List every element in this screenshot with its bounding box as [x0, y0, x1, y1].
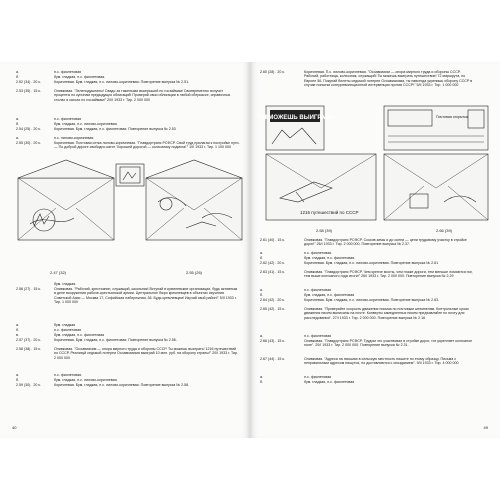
entry-text: Коричневая. Бум. гладкая, п.с. лилово-коричневая. Повторение выпуска № 2.58.	[54, 383, 190, 387]
right-page	[250, 62, 500, 438]
entry-text: п.с. фиолетовая	[304, 288, 332, 292]
entry-number: а.	[16, 136, 19, 140]
entry-number: 2.61 (40) . 15 к.	[260, 238, 285, 242]
entry-number: б.	[260, 256, 264, 260]
entry-text: п.с. фиолетовая	[304, 375, 332, 379]
entry-number: 2.56 (27) . 15 к.	[16, 287, 41, 291]
entry-number: б.	[16, 75, 20, 79]
entry-number: 2.57 (37) . 20 к.	[16, 338, 41, 342]
envelope-card	[384, 106, 488, 220]
right-page-body	[257, 70, 490, 430]
entry-number: в.	[16, 333, 19, 337]
figure-caption: 2.55 (26)	[186, 270, 203, 275]
entry-text: п.с. фиолетовая	[54, 70, 82, 74]
entry-text: п.с. фиолетовая.	[54, 373, 83, 377]
entry-text: п.с. лилово-коричневая	[54, 136, 94, 140]
entry-text: Коричневая. Бум. гладкая, п.с. фиолетовая. Повторение выпуска № 2.53	[54, 127, 176, 131]
entry-number: а.	[16, 70, 19, 74]
entry-text: Оливковая. "Главдортранс РСФСР. Скосив зимы и до осени — цени трудовому участку в стройке дорог!" 26/I 1933 г. Тир. 2 000 000. Повторение выпуска № 2.37.	[304, 238, 467, 247]
entry-text: п.с. фиолетовая.	[304, 251, 333, 255]
entry-text: Оливковая. "Зеленодушнины! Свадо за тяжелыми выигрышей по госзаймам! Своевременно получит проценты по купонам предыдущих облигаций! Проверяй свои облигации в любой сберкассе, справочных столах и кассах по госзаймам!" 20/I 1933 г. Тир. 2 000 000	[54, 89, 231, 102]
poster-text: ТЫ МОЖЕШЬ ВЫИГРАТЬ	[257, 115, 333, 121]
entry-text: Коричневая. Бум. гладкая, п.с. фиолетовая. Повторение выпуска № 2.56.	[54, 338, 177, 342]
entry-text: бум. гладкая, п.с. лилово-коричневая.	[54, 122, 118, 126]
entry-number: а.	[16, 373, 19, 377]
book-spread	[0, 62, 500, 438]
envelope-middle	[116, 164, 144, 186]
entry-number: а.	[16, 323, 19, 327]
entry-number: 2.58 (38) . 15 к.	[16, 347, 41, 351]
card-text: Почтовая открытка	[436, 115, 468, 119]
page-number: 40	[12, 425, 17, 430]
entry-number: 2.64 (42) . 20 к.	[260, 298, 285, 302]
entry-text: Оливковая. "Адреса на письмах в сельскую местность пишите по этому образцу. Письма с неправильным адресом пишутся, но доставляются с опозданием". 9/II 1933 г. Тир. 4 000 000	[304, 357, 459, 366]
entry-number: а.	[260, 288, 263, 292]
entry-number: а.	[260, 251, 263, 255]
envelope-plane	[266, 154, 376, 220]
envelope-left	[18, 160, 114, 240]
entry-number: 2.62 (42) . 20 к.	[260, 261, 285, 265]
route-text: 1216 путешествий по СССР	[300, 210, 359, 215]
entry-text: Оливковая. "Осоавиахим — опора мирного труда и обороны СССР. Ты можешь выиграть! 1216 путешествий по СССР. Реализуй седьмой лотереи Осоавиахима выиграй 10 млн. руб. на оборону страны!" 20/I 1933 г. Тир. 2 000 000	[54, 347, 239, 360]
entry-text: бум. гладкая, п.с. фиолетовая	[54, 333, 105, 337]
entry-number: 2.54 (25) . 20 к.	[16, 127, 41, 131]
entry-number: 2.67 (44) . 15 к.	[260, 357, 285, 361]
entry-number: 2.52 (34) . 20 к.	[16, 80, 41, 84]
entry-text: Оливковая. "Главдортранс РСФСР. Трудом что участвовал в стройке дорог, тот укрепляет колхозное поле". 20/I 1933 г. Тир. 2 000 000. Повторение выпуска № 2.31.	[304, 339, 473, 348]
entry-number: 2.55 (30) . 20 к.	[16, 141, 41, 145]
figure-caption: 2.47 (32)	[50, 270, 67, 275]
entry-text: бум. гладкая, п.с. фиолетовая.	[54, 75, 106, 79]
entry-text: бум. гладкая.	[54, 282, 77, 286]
entry-number: б.	[16, 328, 20, 332]
entry-number: б.	[260, 293, 264, 297]
entry-text: Оливковая. "Главдортранс РСФСР. Чем крепче мосты, чем глаже дороги, тем меньше ломаются ног, тем выше колхозного года итоги!" 26/I 1933 г. Тир. 2 000 000. Повторение выпуска № 2.29	[304, 270, 473, 279]
figure-caption: 2.58 (39)	[316, 228, 333, 233]
left-page	[0, 62, 250, 438]
right-illustrations	[257, 106, 490, 226]
entry-number: б.	[260, 380, 264, 384]
entry-text: Коричневая. Бум. гладкая, п.с. лилово-коричневая. Повторение выпуска № 2.63.	[304, 298, 440, 302]
entry-text: бум. гладкая, п.с. фиолетовая.	[304, 256, 356, 260]
entry-number: б.	[16, 378, 20, 382]
entry-text: Коричневая. Бум. гладкая, п.с. лилово-коричневая. Повторение выпуска № 2.61	[304, 261, 439, 265]
figure-caption: 2.66 (39)	[436, 228, 453, 233]
entry-text: п.с. фиолетовая	[304, 334, 332, 338]
poster-card	[257, 106, 333, 150]
entry-text: Коричневая. Почтовая сетка лилово-коричневая. "Главдортранс РСФСР. Свой труд прилагая к постройке пути. — По доброй дороге свободно катит 'Хорошей дорогой — колхознику подмога!'" 1/II 1933 г. Тир. 1 100 000	[54, 141, 240, 150]
entry-text: п.с. фиолетовая	[54, 117, 82, 121]
entry-number: б.	[16, 122, 20, 126]
entry-text: бум. гладкая	[54, 323, 76, 327]
entry-text: бум. гладкая, п.с. лилово-коричневая.	[54, 378, 118, 382]
entry-number: 2.53 (35) . 15 к.	[16, 89, 41, 93]
entry-text: Оливковая. "Рабочий, крестьянин, служащий, школьник! Вступай в кремлевские организации, будь активным в деле вооружения рабоче-крестьянской армии. Центральное бюро кремлевцев в объектах изучения Советской Азии — Москва 17, Софийская набережная, 36. Будь кремлевцем! Изучай свой район!" 5/II 1933 г. Тир. 1 000 000	[54, 287, 238, 304]
entry-number: 2.63 (41) . 15 к.	[260, 270, 285, 274]
entry-text: Оливковая. "Проверяйте скорость движения письма по почтовым штемпелям. Контрольные сроки движения писем выписаны на почте. Конверты замедленных писем предъявляйте по почту для расследования". 27/I 1933 г. Тир. 2 000 000. Повторение выпуска № 2.16	[304, 307, 469, 320]
envelope-right	[146, 160, 242, 240]
entry-text: Коричневая. П.с. лилово-коричневая. "Осоавиахим — опора мирного труда и обороны СССР. Рабочий, работница, колхозник, служащий! Ты можешь выиграть путешествие! 72 маршрута, по Европе 56. Покупай билеты седьмой лотереи Осоавиахима, ты навсегда укрепишь оборону СССР в случае попытки контрреволюционной интервенции против СССР!" 5/II 1933 г. Тир. 1 000 000	[304, 70, 473, 87]
page-number: 49	[483, 425, 488, 430]
entry-number: 2.59 (30) . 20 к.	[16, 383, 41, 387]
left-page-body	[16, 70, 244, 430]
entry-text: бум. гладкая, п.с. фиолетовая	[304, 380, 355, 384]
entry-number: 2.65 (42) . 15 к.	[260, 307, 285, 311]
entry-number: 2.60 (28) . 20 к.	[260, 70, 285, 74]
entry-number: а.	[260, 375, 263, 379]
entry-text: Коричневая. Бум. гладкая, п.с. лилово-коричневая. Повторение выпуска № 2.51.	[54, 80, 190, 84]
entry-number: а.	[260, 334, 263, 338]
entry-text: бум. гладкая, п.с. фиолетовая	[304, 293, 355, 297]
entry-text: п.с. фиолетовая	[54, 328, 82, 332]
envelope-illustrations	[16, 158, 244, 266]
entry-number: 2.66 (43) . 15 к.	[260, 339, 285, 343]
entry-number: а.	[16, 117, 19, 121]
